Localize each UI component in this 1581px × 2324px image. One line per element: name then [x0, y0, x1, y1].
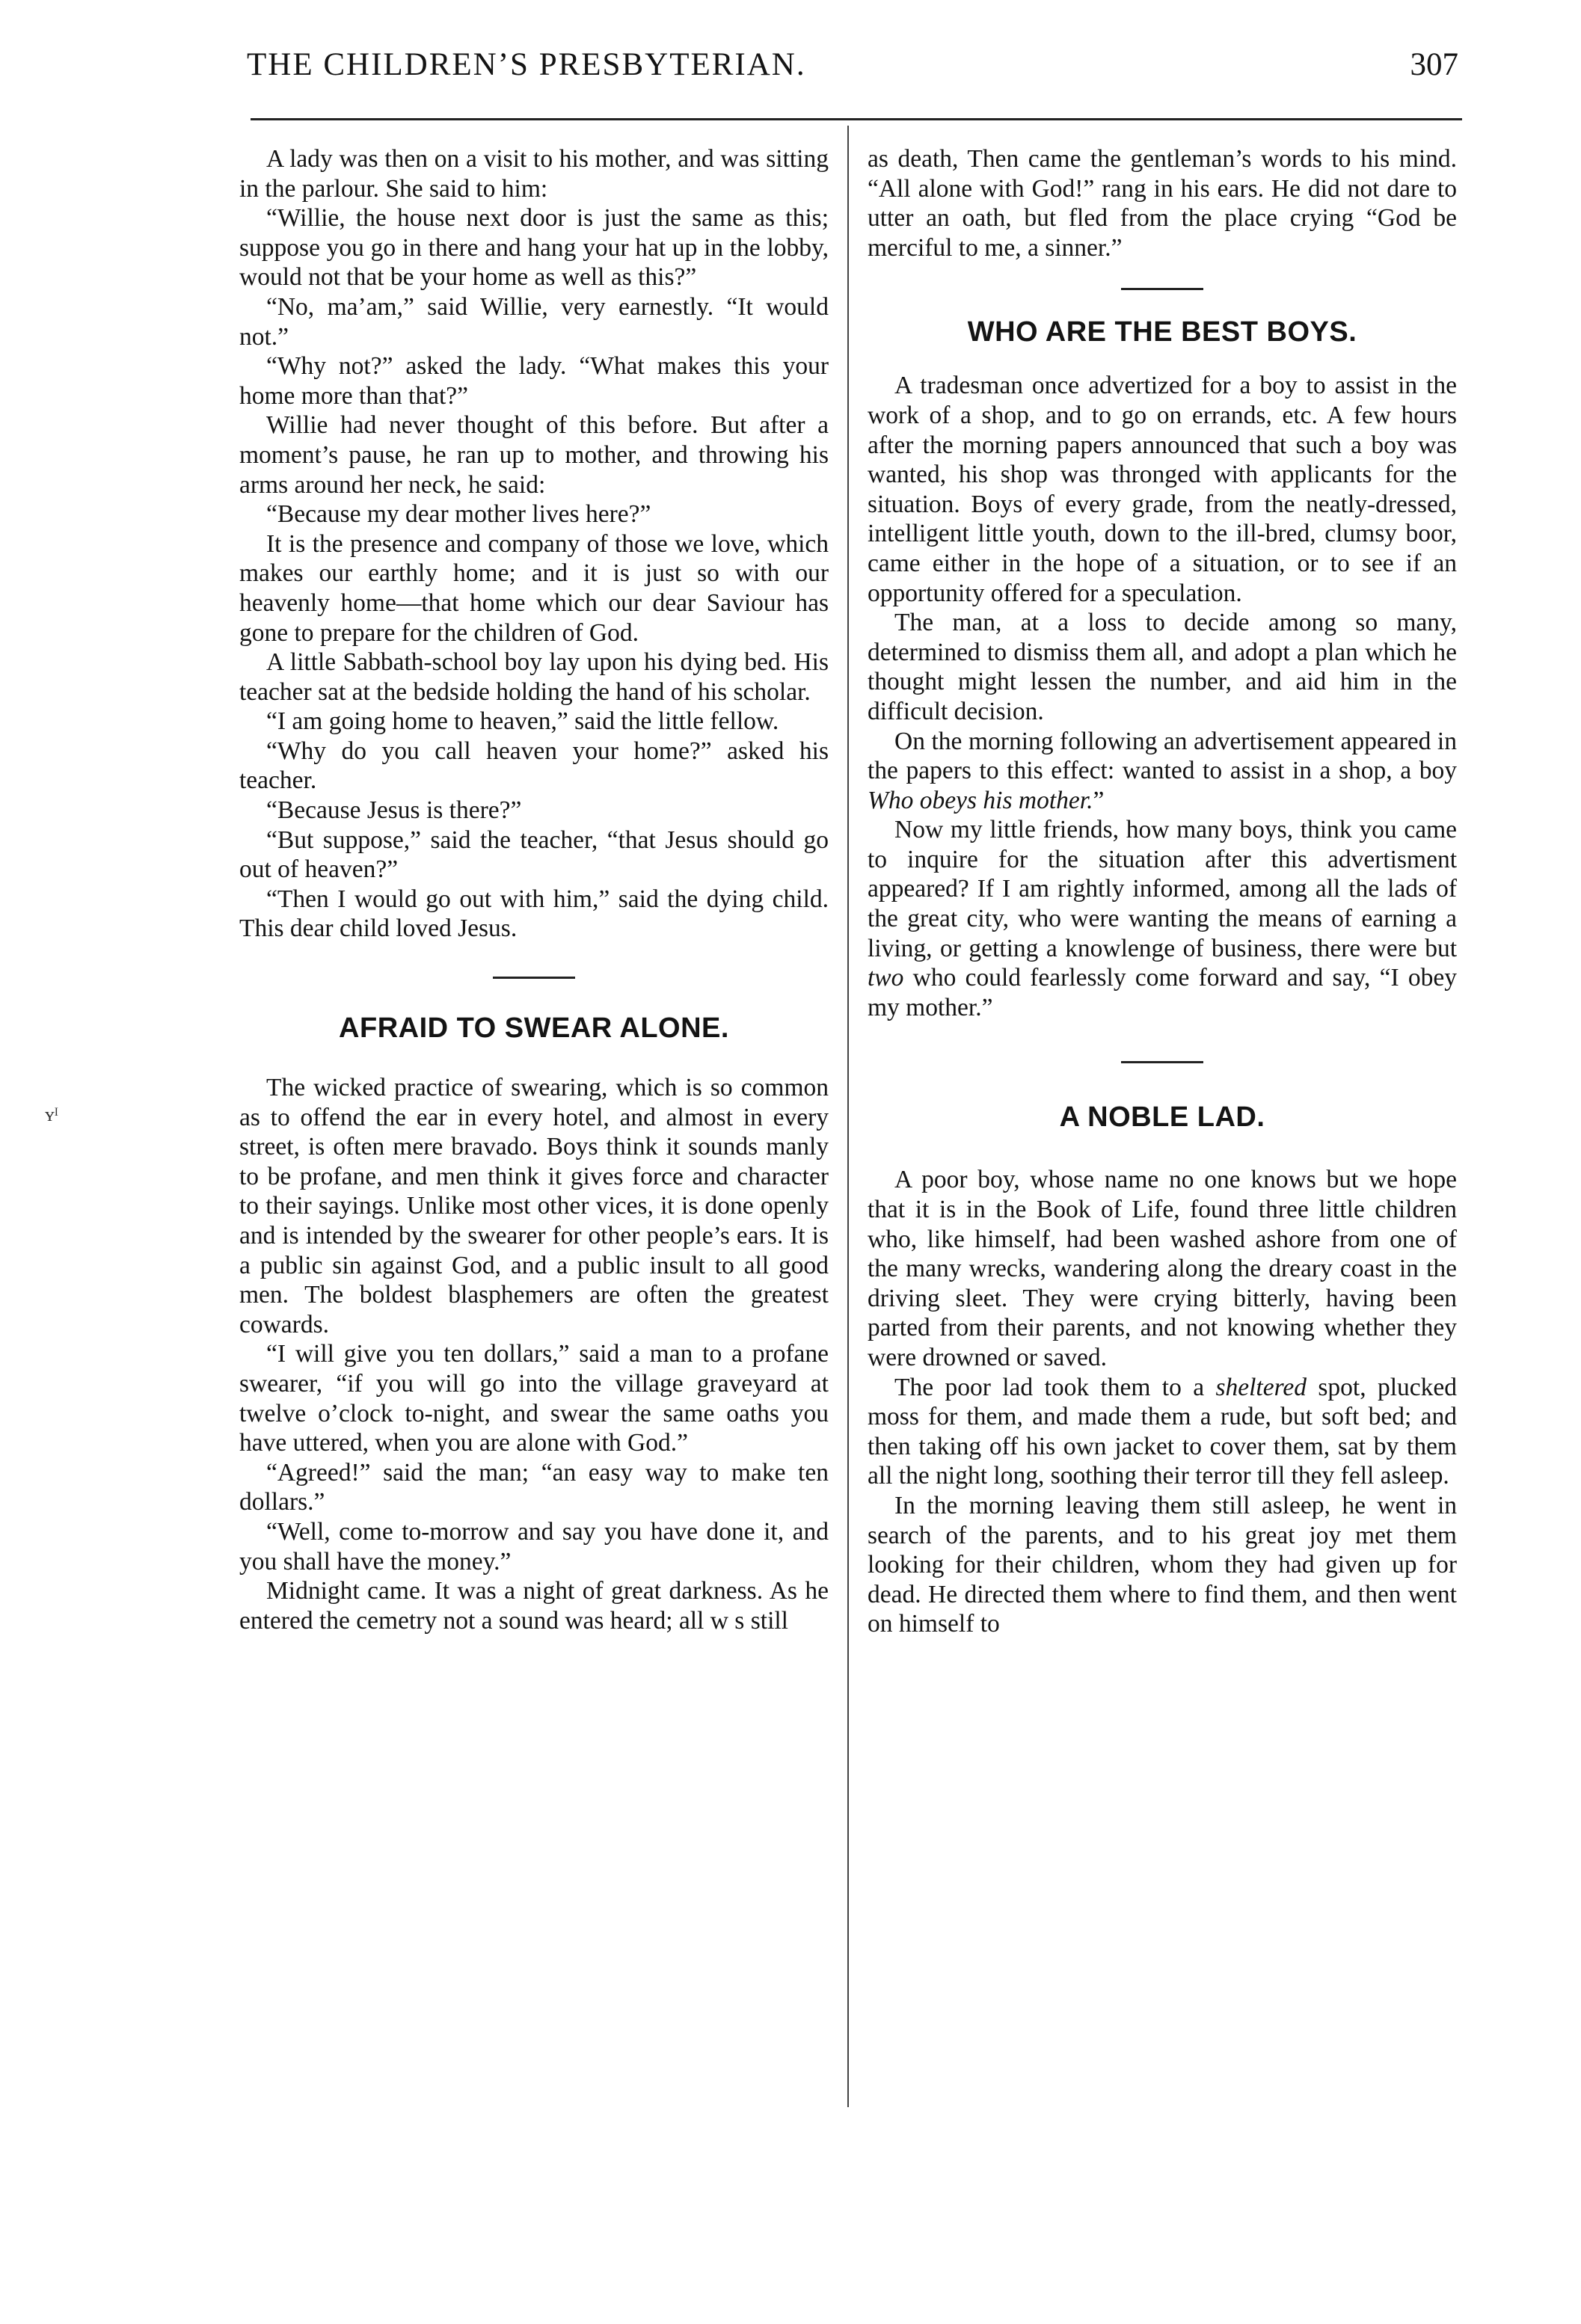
italic-phrase: two [868, 964, 904, 992]
paragraph: A tradesman once advertized for a boy to assist in the work of a shop, and to go on errands, etc. A few hours after the morning papers announced that such a boy was wanted, his shop was thronged with applicants for the situation. Boys of every grade, from the neatly-dressed, intelligent little youth, down to the ill-bred, clumsy boor, came either in the hope of a situation, or to see if an opportunity offered for a speculation. [868, 372, 1457, 607]
paragraph: “Then I would go out with him,” said the dying child. This dear child loved Jesus. [239, 885, 829, 943]
paragraph: It is the presence and company of those we love, which makes our earthly home; and it is just so with our heavenly home—that home which our dear Saviour has gone to prepare for the children of God. [239, 529, 829, 647]
page-number: 307 [1410, 47, 1458, 82]
paragraph: A little Sabbath-school boy lay upon his dying bed. His teacher sat at the bedside holding the hand of his scholar. [239, 648, 829, 706]
column-divider [847, 126, 849, 2107]
page-header [247, 46, 1458, 106]
paragraph: In the morning leaving them still asleep, he went in search of the parents, and to his great joy met them looking for their children, whom they had given up for dead. He directed them where to find them, and then went on himself to [868, 1491, 1457, 1638]
paragraph: “But suppose,” said the teacher, “that Jesus should go out of heaven?” [239, 826, 829, 884]
paragraph: The man, at a loss to decide among so many, determined to dismiss them all, and adopt a plan which he thought might lessen the number, and aid him in the difficult decision. [868, 609, 1457, 725]
paragraph: The wicked practice of swearing, which is so common as to offend the ear in every hotel, and almost in every street, is often mere bravado. Boys think it sounds manly to be profane, and men think it gives force and character to their sayings. Unlike most other vices, it is done openly and is intended by the swearer for other people’s ears. It is a public sin against God, and a public insult to all good men. The boldest blasphemers are often the greatest cowards. [239, 1074, 829, 1338]
right-column [868, 144, 1457, 1639]
paragraph-text: Now my little friends, how many boys, think you came to inquire for the situation after this advertisment appeared? If I am rightly informed, among all the lads of the great city, who were wanting the means of earning a living, or getting a knowlenge of business, there were but [868, 816, 1457, 962]
paragraph: A poor boy, whose name no one knows but we hope that it is in the Book of Life, found three little children who, like himself, had been washed ashore from one of the many wrecks, wandering along the dreary coast in the driving sleet. They were crying bitterly, having been parted from their parents, and not knowing whether they were drowned or saved. [868, 1166, 1457, 1371]
paragraph: “Why do you call heaven your home?” asked his teacher. [239, 737, 829, 795]
paragraph: “Why not?” asked the lady. “What makes this your home more than that?” [239, 352, 829, 410]
paragraph: “No, ma’am,” said Willie, very earnestly. “It would not.” [239, 292, 829, 351]
margin-mark: ʏᴵ [45, 1104, 59, 1125]
paragraph: Willie had never thought of this before. But after a moment’s pause, he ran up to mother, and throwing his arms around her neck, he said: [239, 411, 829, 499]
paragraph: “Agreed!” said the man; “an easy way to make ten dollars.” [239, 1458, 829, 1516]
paragraph [868, 1373, 1457, 1491]
section-divider [493, 977, 575, 979]
paragraph: A lady was then on a visit to his mother, and was sitting in the parlour. She said to him: [239, 145, 829, 203]
left-column [239, 144, 829, 1635]
article-headline: WHO ARE THE BEST BOYS. [967, 316, 1357, 348]
paragraph-text: spot, plucked moss for them, and made them a rude, but soft bed; and then taking off his own jacket to cover them, sat by them all the night long, soothing their terror till they fell asleep. [868, 1373, 1458, 1490]
paragraph [868, 727, 1457, 816]
section-divider [1121, 288, 1203, 290]
paragraph [868, 815, 1457, 1022]
running-title: THE CHILDREN’S PRESBYTERIAN. [247, 47, 806, 82]
paragraph: “Well, come to-morrow and say you have done it, and you shall have the money.” [239, 1517, 829, 1576]
paragraph: “I am going home to heaven,” said the little fellow. [266, 707, 779, 736]
header-rule [251, 118, 1462, 120]
paragraph-text: On the morning following an advertisement appeared in the papers to this effect: wanted to assist in a shop, a boy [868, 727, 1457, 785]
paragraph: as death, Then came the gentleman’s words to his mind. “All alone with God!” rang in his ears. He did not dare to utter an oath, but fled from the place crying “God be merciful to me, a sinner.” [868, 145, 1457, 262]
article-headline: A NOBLE LAD. [1059, 1101, 1265, 1134]
paragraph-text: who could fearlessly come forward and say, “I obey my mother.” [868, 964, 1458, 1021]
paragraph-text: The poor lad took them to a [894, 1373, 1205, 1401]
paragraph: “Because Jesus is there?” [266, 796, 522, 825]
section-divider [1121, 1061, 1203, 1063]
italic-phrase: sheltered [1215, 1373, 1307, 1401]
article-headline: AFRAID TO SWEAR ALONE. [339, 1012, 729, 1045]
paragraph: “Because my dear mother lives here?” [266, 500, 651, 529]
italic-phrase: Who obeys his mother. [868, 786, 1093, 814]
paragraph: “I will give you ten dollars,” said a man to a profane swearer, “if you will go into the village graveyard at twelve o’clock to-night, and swear the same oaths you have uttered, when you are alone with God.” [239, 1340, 829, 1457]
paragraph: “Willie, the house next door is just the same as this; suppose you go in there and hang your hat up in the lobby, would not that be your home as well as this?” [239, 204, 829, 292]
paragraph-text: ” [1093, 786, 1105, 814]
paragraph: Midnight came. It was a night of great darkness. As he entered the cemetry not a sound was heard; all w s still [239, 1577, 829, 1635]
